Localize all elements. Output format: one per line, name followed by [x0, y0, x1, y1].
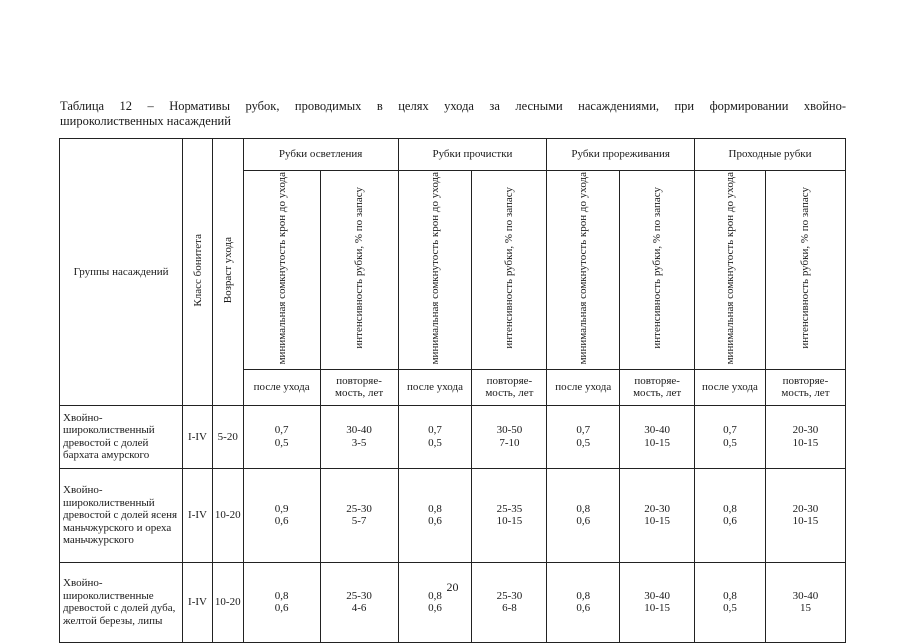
row-age: 5-20 [212, 405, 243, 468]
value-line: 0,8 [723, 589, 737, 602]
value-line: 0,5 [274, 436, 289, 449]
header-cut-type: Рубки прореживания [547, 139, 695, 171]
header-after-care: после ухода [398, 369, 472, 405]
value-line: 10-15 [792, 436, 819, 449]
value-line: 0,5 [723, 436, 737, 449]
header-repeat: повторяе-мость, лет [620, 369, 695, 405]
row-value [243, 562, 320, 642]
row-value [620, 562, 695, 642]
value-line: 25-30 [346, 502, 372, 515]
value-line: 0,6 [274, 602, 289, 615]
row-group: Хвойно-широколиственный древостой с долей бархата амурского [60, 405, 183, 468]
value-line: 20-30 [792, 424, 819, 437]
value-line: 0,6 [428, 602, 442, 615]
row-value [243, 405, 320, 468]
header-min-density-label: минимальная сомкнутость крон до ухода [429, 172, 442, 365]
value-line: 0,7 [428, 424, 442, 437]
header-after-care: после ухода [695, 369, 766, 405]
value-line: 0,5 [723, 602, 737, 615]
header-intensity [765, 171, 845, 370]
header-min-density [243, 171, 320, 370]
value-line: 0,8 [576, 589, 591, 602]
header-min-density-label: минимальная сомкнутость крон до ухода [275, 172, 288, 365]
header-cut-type: Рубки осветления [243, 139, 398, 171]
header-cut-type: Рубки прочистки [398, 139, 547, 171]
header-intensity-label: интенсивность рубки, % по запасу [799, 187, 812, 349]
row-value [547, 468, 620, 562]
logging-norms-table [59, 138, 846, 643]
header-repeat: повторяе-мость, лет [765, 369, 845, 405]
header-min-density-label: минимальная сомкнутость крон до ухода [723, 172, 736, 365]
row-value [547, 405, 620, 468]
row-value [472, 468, 547, 562]
value-line: 0,5 [428, 436, 442, 449]
row-class: I-IV [183, 468, 213, 562]
value-line: 7-10 [499, 436, 520, 449]
value-line: 10-15 [496, 515, 523, 528]
row-value [398, 405, 472, 468]
value-line: 0,8 [274, 589, 289, 602]
header-repeat: повторяе-мость, лет [320, 369, 398, 405]
row-class: I-IV [183, 562, 213, 642]
row-value [398, 468, 472, 562]
header-class [183, 139, 213, 406]
value-line: 25-30 [346, 589, 372, 602]
row-value [472, 562, 547, 642]
header-intensity-label: интенсивность рубки, % по запасу [651, 187, 664, 349]
header-row-1 [60, 139, 846, 171]
value-line: 0,6 [274, 515, 289, 528]
value-line: 4-6 [351, 602, 367, 615]
value-line: 30-50 [496, 424, 523, 437]
row-value [243, 468, 320, 562]
row-value [320, 405, 398, 468]
header-groups: Группы насаждений [60, 139, 183, 406]
value-line: 0,6 [428, 515, 442, 528]
header-intensity [472, 171, 547, 370]
table-row [60, 562, 846, 642]
value-line: 0,6 [576, 515, 591, 528]
header-repeat: повторяе-мость, лет [472, 369, 547, 405]
row-value [620, 405, 695, 468]
row-value [320, 468, 398, 562]
header-cut-type: Проходные рубки [695, 139, 846, 171]
value-line: 20-30 [644, 502, 670, 515]
value-line: 0,6 [576, 602, 591, 615]
value-line: 6-8 [502, 602, 517, 615]
value-line: 0,6 [723, 515, 737, 528]
value-line: 0,7 [576, 424, 591, 437]
value-line: 25-30 [496, 589, 523, 602]
value-line: 0,8 [428, 589, 442, 602]
header-min-density-label: минимальная сомкнутость крон до ухода [577, 172, 590, 365]
value-line: 10-15 [644, 436, 670, 449]
page-number: 20 [446, 580, 459, 594]
header-intensity-label: интенсивность рубки, % по запасу [503, 187, 516, 349]
table-caption [60, 99, 846, 129]
row-value [765, 562, 845, 642]
header-age-label: Возраст ухода [221, 237, 234, 304]
value-line: 0,8 [576, 502, 591, 515]
row-value [620, 468, 695, 562]
row-group: Хвойно-широколиственные древостой с долей дуба, желтой березы, липы [60, 562, 183, 642]
value-line: 15 [799, 602, 811, 615]
value-line: 10-15 [644, 602, 670, 615]
row-value [320, 562, 398, 642]
header-intensity [320, 171, 398, 370]
table-row [60, 405, 846, 468]
value-line: 10-15 [644, 515, 670, 528]
header-class-label: Класс бонитета [191, 233, 204, 307]
header-intensity-label: интенсивность рубки, % по запасу [353, 187, 366, 349]
row-value [695, 405, 766, 468]
value-line: 0,8 [428, 502, 442, 515]
row-group: Хвойно-широколиственный древостой с долей ясеня маньчжурского и ореха маньчжурского [60, 468, 183, 562]
value-line: 30-40 [792, 589, 819, 602]
row-age: 10-20 [212, 562, 243, 642]
row-value [695, 468, 766, 562]
header-min-density [398, 171, 472, 370]
value-line: 0,7 [723, 424, 737, 437]
header-min-density [547, 171, 620, 370]
caption-line-1: Таблица 12 – Нормативы рубок, проводимых в целях ухода за лесными насаждениями, при формировании хвойно- [60, 99, 846, 113]
row-value [765, 405, 845, 468]
row-value [398, 562, 472, 642]
header-after-care: после ухода [547, 369, 620, 405]
value-line: 30-40 [644, 589, 670, 602]
value-line: 10-15 [792, 515, 819, 528]
row-value [547, 562, 620, 642]
caption-line-2: широколиственных насаждений [60, 114, 231, 128]
row-value [472, 405, 547, 468]
header-age [212, 139, 243, 406]
value-line: 25-35 [496, 502, 523, 515]
value-line: 0,7 [274, 424, 289, 437]
row-age: 10-20 [212, 468, 243, 562]
row-value [765, 468, 845, 562]
header-intensity [620, 171, 695, 370]
row-value [695, 562, 766, 642]
value-line: 0,9 [274, 502, 289, 515]
header-after-care: после ухода [243, 369, 320, 405]
row-class: I-IV [183, 405, 213, 468]
value-line: 30-40 [644, 424, 670, 437]
value-line: 3-5 [351, 436, 367, 449]
value-line: 30-40 [346, 424, 372, 437]
value-line: 0,5 [576, 436, 591, 449]
value-line: 0,8 [723, 502, 737, 515]
value-line: 20-30 [792, 502, 819, 515]
table-row [60, 468, 846, 562]
header-min-density [695, 171, 766, 370]
value-line: 5-7 [351, 515, 367, 528]
